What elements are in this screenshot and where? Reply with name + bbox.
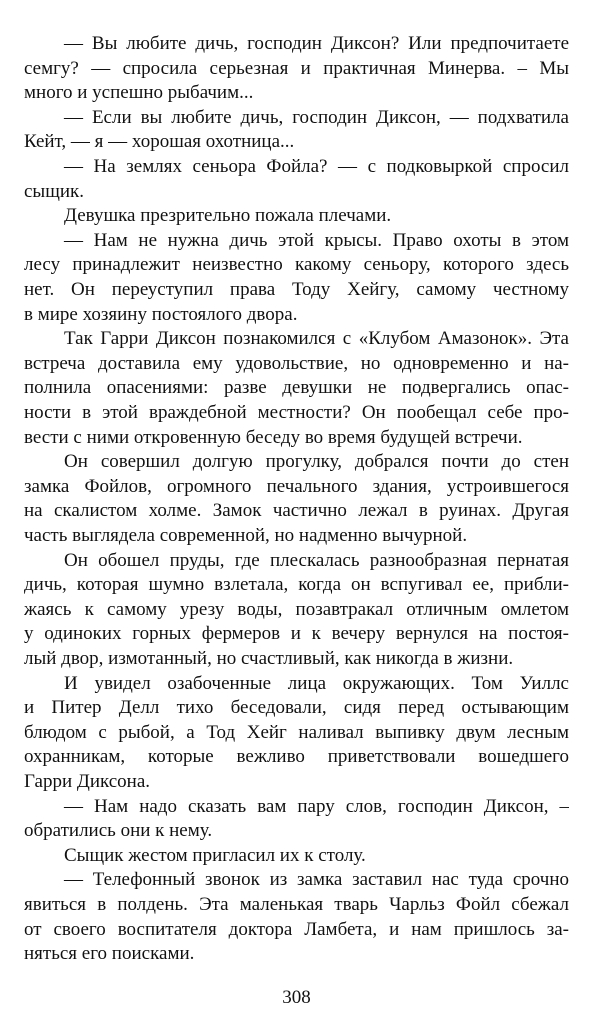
- text-line: лый двор, измотанный, но счастливый, как никогда в жизни.: [24, 648, 514, 669]
- text-line: явиться в полдень. Эта маленькая тварь Чарльз Фойл сбежал: [24, 894, 569, 915]
- text-line: — Если вы любите дичь, господин Диксон, — подхватила: [64, 106, 569, 128]
- text-line: И увидел озабоченные лица окружающих. Том Уиллс: [64, 672, 569, 694]
- text-line: — Нам надо сказать вам пару слов, господин Диксон, –: [64, 795, 569, 817]
- text-line: — Вы любите дичь, господин Диксон? Или предпочитаете: [64, 33, 569, 54]
- text-line: в мире хозяину постоялого двора.: [24, 303, 298, 325]
- text-line: — Телефонный звонок из замка заставил нас туда срочно: [64, 869, 569, 891]
- text-line: блюдом с рыбой, а Тод Хейг наливал выпивку двум лесным: [24, 721, 569, 743]
- text-line: Он совершил долгую прогулку, добрался почти до стен: [64, 451, 569, 473]
- text-line: жаясь к самому урезу воды, позавтракал отличным омлетом: [24, 598, 569, 620]
- text-line: вести с ними откровенную беседу во время будущей встречи.: [24, 426, 523, 448]
- text-line: Так Гарри Диксон познакомился с «Клубом Амазонок». Эта: [64, 328, 569, 350]
- text-line: и Питер Делл тихо беседовали, сидя перед остывающим: [24, 697, 569, 719]
- text-line: замка Фойлов, огромного печального здания, устроившегося: [24, 475, 569, 497]
- text-line: у одиноких горных фермеров и к вечеру вернулся на постоя-: [24, 623, 569, 645]
- text-line: встреча доставила ему удовольствие, но одновременно и на-: [24, 352, 569, 374]
- text-line: семгу? — спросила серьезная и практичная Минерва. – Мы: [24, 57, 569, 79]
- text-line: — Нам не нужна дичь этой крысы. Право охоты в этом: [64, 229, 569, 251]
- text-line: Сыщик жестом пригласил их к столу.: [64, 844, 366, 866]
- text-line: — На землях сеньора Фойла? — с подковыркой спросил: [64, 156, 569, 177]
- text-line: сыщик.: [24, 180, 84, 202]
- text-line: дичь, которая шумно взлетала, когда он вспугивал ее, прибли-: [24, 574, 569, 596]
- text-line: обратились они к нему.: [24, 820, 213, 842]
- text-line: часть выглядела современной, но надменно вычурной.: [24, 525, 468, 546]
- text-line: нет. Он переуступил права Тоду Хейгу, самому честному: [24, 279, 569, 300]
- text-line: лесу принадлежит неизвестно какому сеньору, которого здесь: [24, 254, 569, 276]
- page-number: 308: [282, 987, 311, 1008]
- text-line: ности в этой враждебной местности? Он пообещал себе про-: [24, 402, 569, 423]
- text-line: Гарри Диксона.: [24, 771, 151, 792]
- text-line: полнила опасениями: разве девушки не подвергались опас-: [24, 377, 569, 399]
- text-line: охранникам, которые вежливо приветствовали вошедшего: [24, 746, 569, 768]
- text-line: няться его поисками.: [24, 943, 195, 965]
- text-line: Кейт, — я — хорошая охотница...: [24, 131, 295, 153]
- text-line: много и успешно рыбачим...: [24, 82, 254, 104]
- text-line: Он обошел пруды, где плескалась разнообразная пернатая: [64, 549, 569, 571]
- text-line: Девушка презрительно пожала плечами.: [64, 205, 392, 227]
- text-line: от своего воспитателя доктора Ламбета, и нам пришлось за-: [24, 918, 569, 940]
- book-page: [24, 30, 569, 1015]
- text-line: на скалистом холме. Замок частично лежал в руинах. Другая: [24, 500, 569, 522]
